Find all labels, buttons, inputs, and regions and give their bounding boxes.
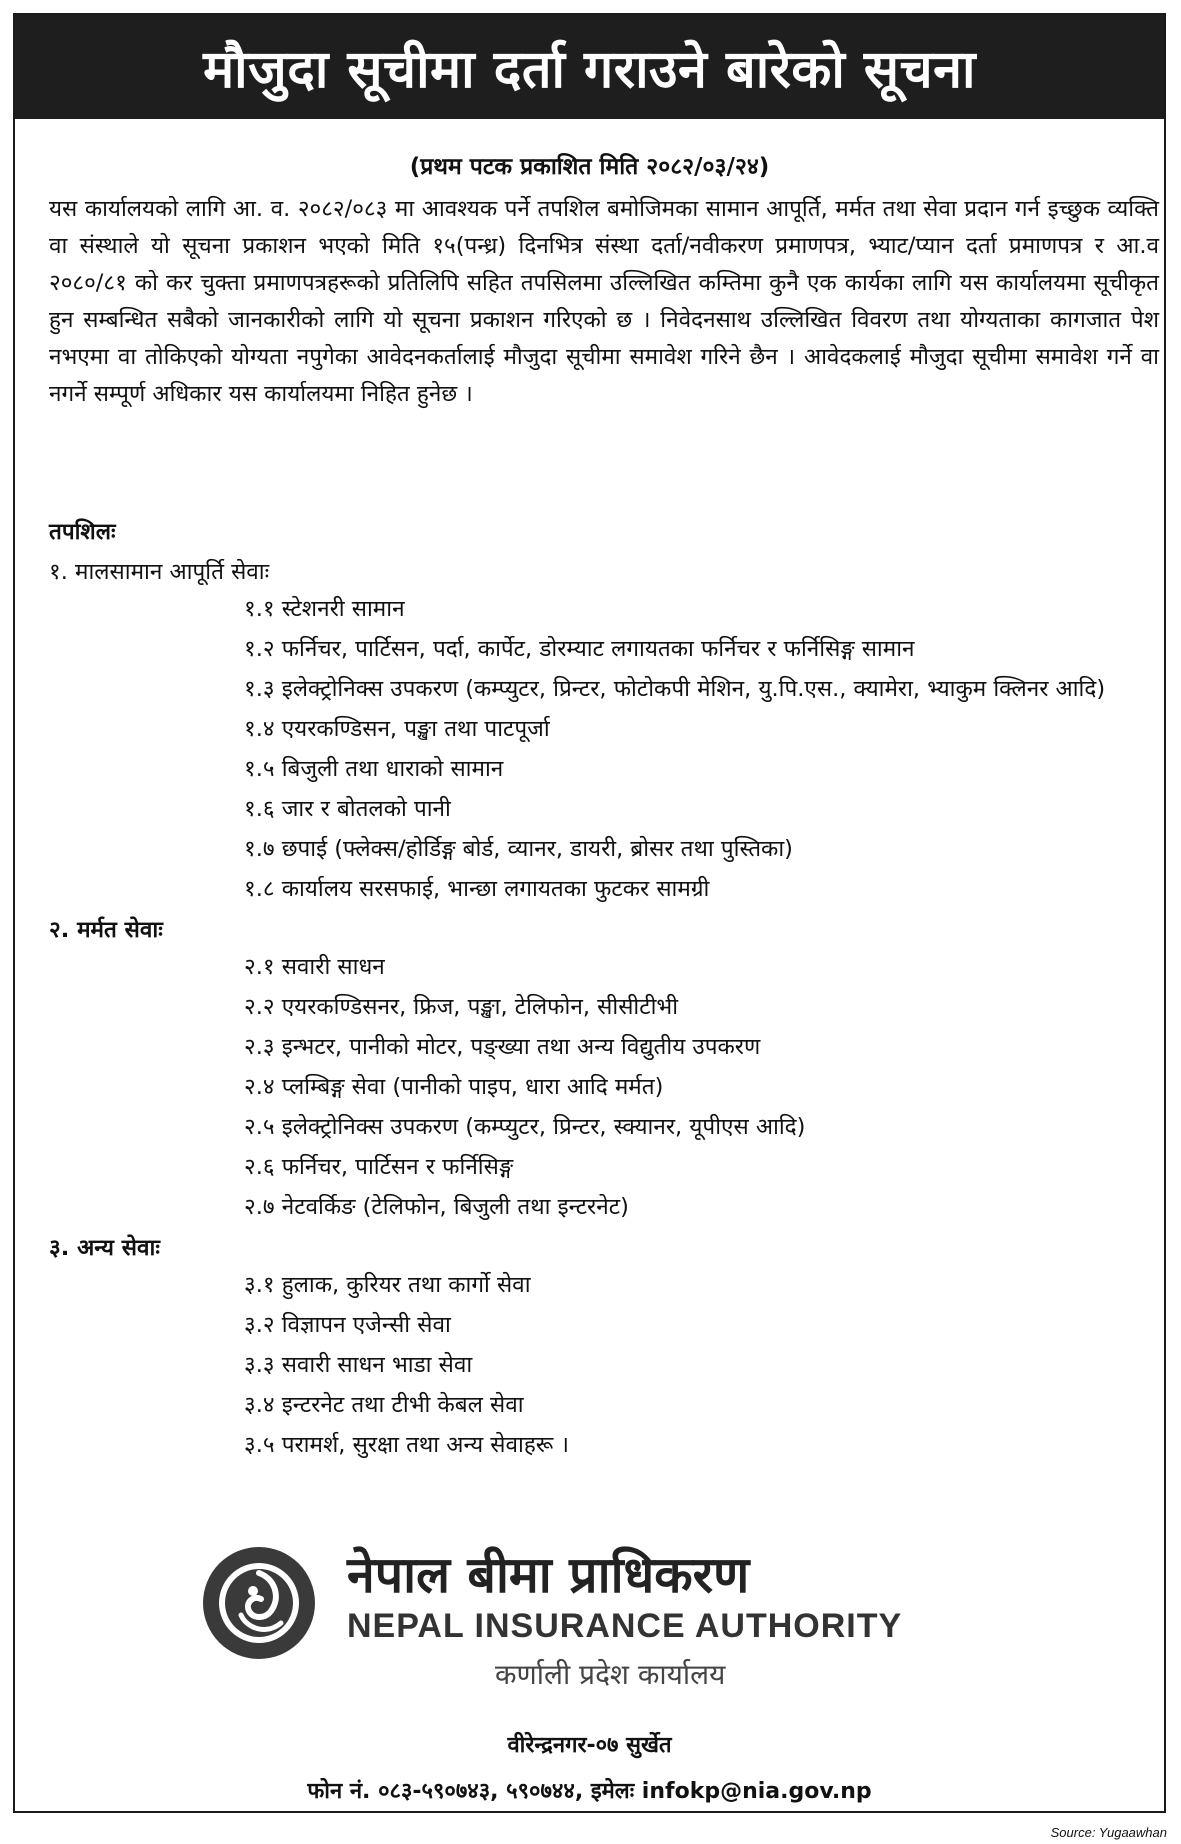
notice-frame [13, 13, 1166, 1813]
notice-title: मौजुदा सूचीमा दर्ता गराउने बारेको सूचना [15, 15, 1164, 119]
list-item: ३.२ विज्ञापन एजेन्सी सेवा [244, 1312, 451, 1338]
list-item: १.४ एयरकण्डिसन, पङ्खा तथा पाटपूर्जा [244, 716, 550, 742]
list-item: १.६ जार र बोतलको पानी [244, 796, 451, 822]
list-item: ३.४ इन्टरनेट तथा टीभी केबल सेवा [244, 1392, 524, 1418]
list-item: १.१ स्टेशनरी सामान [244, 596, 405, 622]
section-supply [49, 555, 1159, 906]
nia-logo-icon [201, 1545, 317, 1661]
section-repair [49, 913, 1159, 1224]
section-title: ३. अन्य सेवाः [49, 1235, 160, 1261]
section-title: २. मर्मत सेवाः [49, 917, 163, 943]
source-credit: Source: Yugaawhan [1050, 1825, 1167, 1840]
org-contact: फोन नं. ०८३-५९०७४३, ५९०७४४, इमेलः infokp@nia.gov.np [307, 1779, 872, 1804]
list-item: २.४ प्लम्बिङ्ग सेवा (पानीको पाइप, धारा आदि मर्मत) [244, 1074, 664, 1100]
list-item: १.८ कार्यालय सरसफाई, भान्छा लगायतका फुटकर सामग्री [244, 876, 710, 902]
list-item: २.१ सवारी साधन [244, 954, 385, 980]
list-item: १.२ फर्निचर, पार्टिसन, पर्दा, कार्पेट, डोरम्याट लगायतका फर्निचर र फर्निसिङ्ग सामान [244, 636, 915, 662]
details-list [49, 515, 1159, 1469]
section-other [49, 1231, 1159, 1462]
list-item: २.५ इलेक्ट्रोनिक्स उपकरण (कम्प्युटर, प्रिन्टर, स्क्यानर, यूपीएस आदि) [244, 1114, 806, 1140]
list-item: ३.३ सवारी साधन भाडा सेवा [244, 1352, 473, 1378]
list-item: १.५ बिजुली तथा धाराको सामान [244, 756, 504, 782]
list-item: १.३ इलेक्ट्रोनिक्स उपकरण (कम्प्युटर, प्रिन्टर, फोटोकपी मेशिन, यु.पि.एस., क्यामेरा, भ्याकुम क्लिनर आदि) [244, 676, 1106, 702]
list-item: ३.५ परामर्श, सुरक्षा तथा अन्य सेवाहरू । [244, 1432, 569, 1458]
org-name-nepali: नेपाल बीमा प्राधिकरण [347, 1546, 750, 1604]
org-address: वीरेन्द्रनगर-०७ सुर्खेत [507, 1733, 672, 1758]
intro-paragraph: यस कार्यालयको लागि आ. व. २०८२/०८३ मा आवश्यक पर्ने तपशिल बमोजिमका सामान आपूर्ति, मर्मत तथा सेवा प्रदान गर्न इच्छुक व्यक्ति वा संस्थाले यो सूचना प्रकाशन भएको मिति १५(पन्ध्र) दिनभित्र संस्था दर्ता/नवीकरण प्रमाणपत्र, भ्याट/प्यान दर्ता प्रमाणपत्र र आ.व २०८०/८१ को कर चुक्ता प्रमाणपत्रहरूको प्रतिलिपि सहित तपसिलमा उल्लिखित कम्तिमा कुनै एक कार्यका लागि यस कार्यालयमा सूचीकृत हुन सम्बन्धित सबैको जानकारीको लागि यो सूचना प्रकाशन गरिएको छ । निवेदनसाथ उल्लिखित विवरण तथा योग्यताका कागजात पेश नभएमा वा तोकिएको योग्यता नपुगेका आवेदनकर्तालाई मौजुदा सूचीमा समावेश गरिने छैन । आवेदकलाई मौजुदा सूचीमा समावेश गर्ने वा नगर्ने सम्पूर्ण अधिकार यस कार्यालयमा निहित हुनेछ । [49, 196, 1159, 407]
details-heading: तपशिलः [49, 519, 116, 545]
publish-date: (प्रथम पटक प्रकाशित मिति २०८२/०३/२४) [409, 154, 770, 180]
list-item: २.७ नेटवर्किङ (टेलिफोन, बिजुली तथा इन्टरनेट) [244, 1194, 629, 1220]
list-item: १.७ छपाई (फ्लेक्स/होर्डिङ्ग बोर्ड, व्यानर, डायरी, ब्रोसर तथा पुस्तिका) [244, 836, 793, 862]
org-office: कर्णाली प्रदेश कार्यालय [495, 1658, 726, 1691]
org-name-english: NEPAL INSURANCE AUTHORITY [347, 1607, 903, 1645]
list-item: २.३ इन्भटर, पानीको मोटर, पङ्ख्या तथा अन्य विद्युतीय उपकरण [244, 1034, 761, 1060]
list-item: ३.१ हुलाक, कुरियर तथा कार्गो सेवा [244, 1272, 531, 1298]
list-item: २.६ फर्निचर, पार्टिसन र फर्निसिङ्ग [244, 1154, 514, 1180]
list-item: २.२ एयरकण्डिसनर, फ्रिज, पङ्खा, टेलिफोन, सीसीटीभी [244, 994, 679, 1020]
section-title: १. मालसामान आपूर्ति सेवाः [49, 559, 270, 585]
